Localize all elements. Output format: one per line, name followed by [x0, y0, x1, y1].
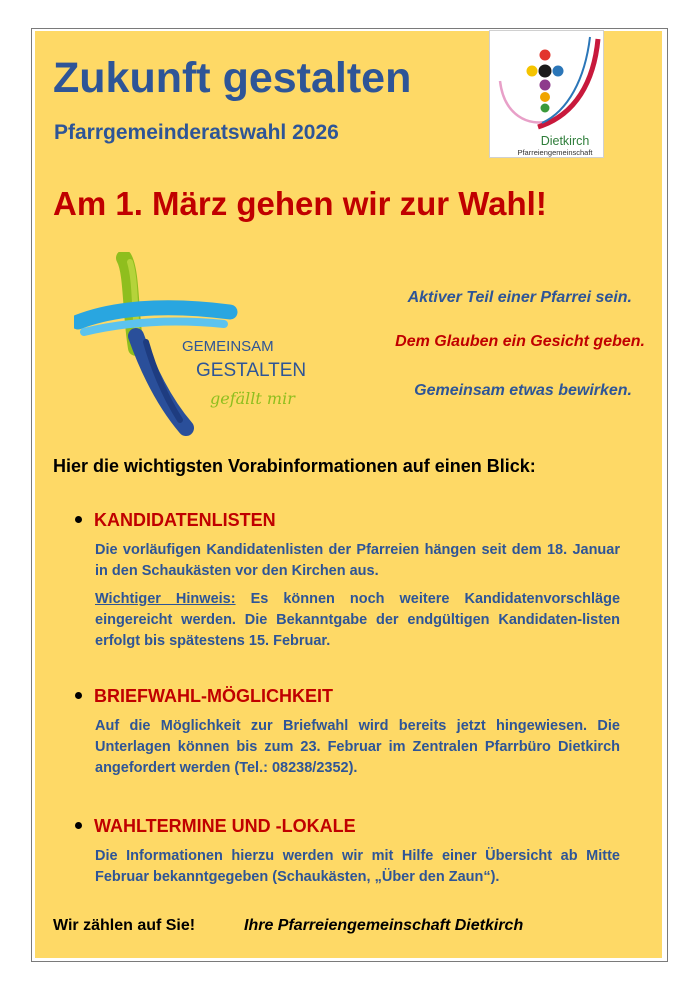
section-heading-text: BRIEFWAHL-MÖGLICHKEIT: [94, 686, 333, 706]
campaign-logo-line2: GESTALTEN: [196, 360, 307, 381]
section-heading: [75, 685, 620, 707]
section-paragraph: Die Informationen hierzu werden wir mit Hilfe einer Übersicht ab Mitte Februar bekanntgegeben (Schaukästen, „Über den Zaun“).: [95, 848, 620, 885]
footer-signature: Ihre Pfarreiengemeinschaft Dietkirch: [244, 917, 524, 934]
campaign-logo-line1: GEMEINSAM: [182, 338, 274, 355]
slogan-3: Gemeinsam etwas bewirken.: [414, 382, 632, 399]
section-briefwahl: [75, 685, 620, 779]
slogan-1: Aktiver Teil einer Pfarrei sein.: [407, 289, 632, 306]
section-wahltermine: [75, 815, 620, 888]
intro-text: Hier die wichtigsten Vorabinformationen auf einen Blick:: [53, 456, 536, 476]
parish-logo-icon: [490, 31, 605, 159]
section-heading: [75, 509, 620, 531]
section-heading-text: KANDIDATENLISTEN: [94, 510, 276, 530]
campaign-logo-line3: gefällt mir: [210, 389, 295, 408]
note-text: Es können noch weitere Kandidatenvorschläge eingereicht werden. Die Bekanntgabe der endgültigen Kandidaten-listen erfolgt bis spätestens 15. Februar.: [95, 591, 621, 649]
section-heading: [75, 815, 620, 837]
parish-logo-sub: Pfarreiengemeinschaft: [517, 148, 593, 157]
brush-cross-icon: [74, 252, 334, 437]
poster-subtitle: Pfarrgemeinderatswahl 2026: [54, 121, 339, 144]
bullet-icon: [75, 692, 82, 699]
footer-appeal: Wir zählen auf Sie!: [53, 917, 196, 934]
bullet-icon: [75, 822, 82, 829]
election-headline: Am 1. März gehen wir zur Wahl!: [53, 185, 547, 222]
section-paragraph: Auf die Möglichkeit zur Briefwahl wird bereits jetzt hingewiesen. Die Unterlagen können bis zum 23. Februar im Zentralen Pfarrbüro Dietkirch angefordert werden (Tel.: 08238/2352).: [95, 718, 620, 776]
section-paragraph-note: [95, 589, 620, 652]
section-paragraph: Die vorläufigen Kandidatenlisten der Pfarreien hängen seit dem 18. Januar in den Schaukästen vor den Kirchen aus.: [95, 542, 620, 579]
campaign-logo: [74, 252, 334, 437]
bullet-icon: [75, 516, 82, 523]
poster-title: Zukunft gestalten: [53, 54, 412, 102]
note-label: Wichtiger Hinweis:: [95, 591, 236, 607]
section-kandidatenlisten: [75, 509, 620, 652]
slogan-2: Dem Glauben ein Gesicht geben.: [395, 333, 645, 350]
parish-logo: [489, 30, 604, 158]
parish-logo-name: Dietkirch: [540, 134, 590, 148]
section-heading-text: WAHLTERMINE UND -LOKALE: [94, 816, 356, 836]
